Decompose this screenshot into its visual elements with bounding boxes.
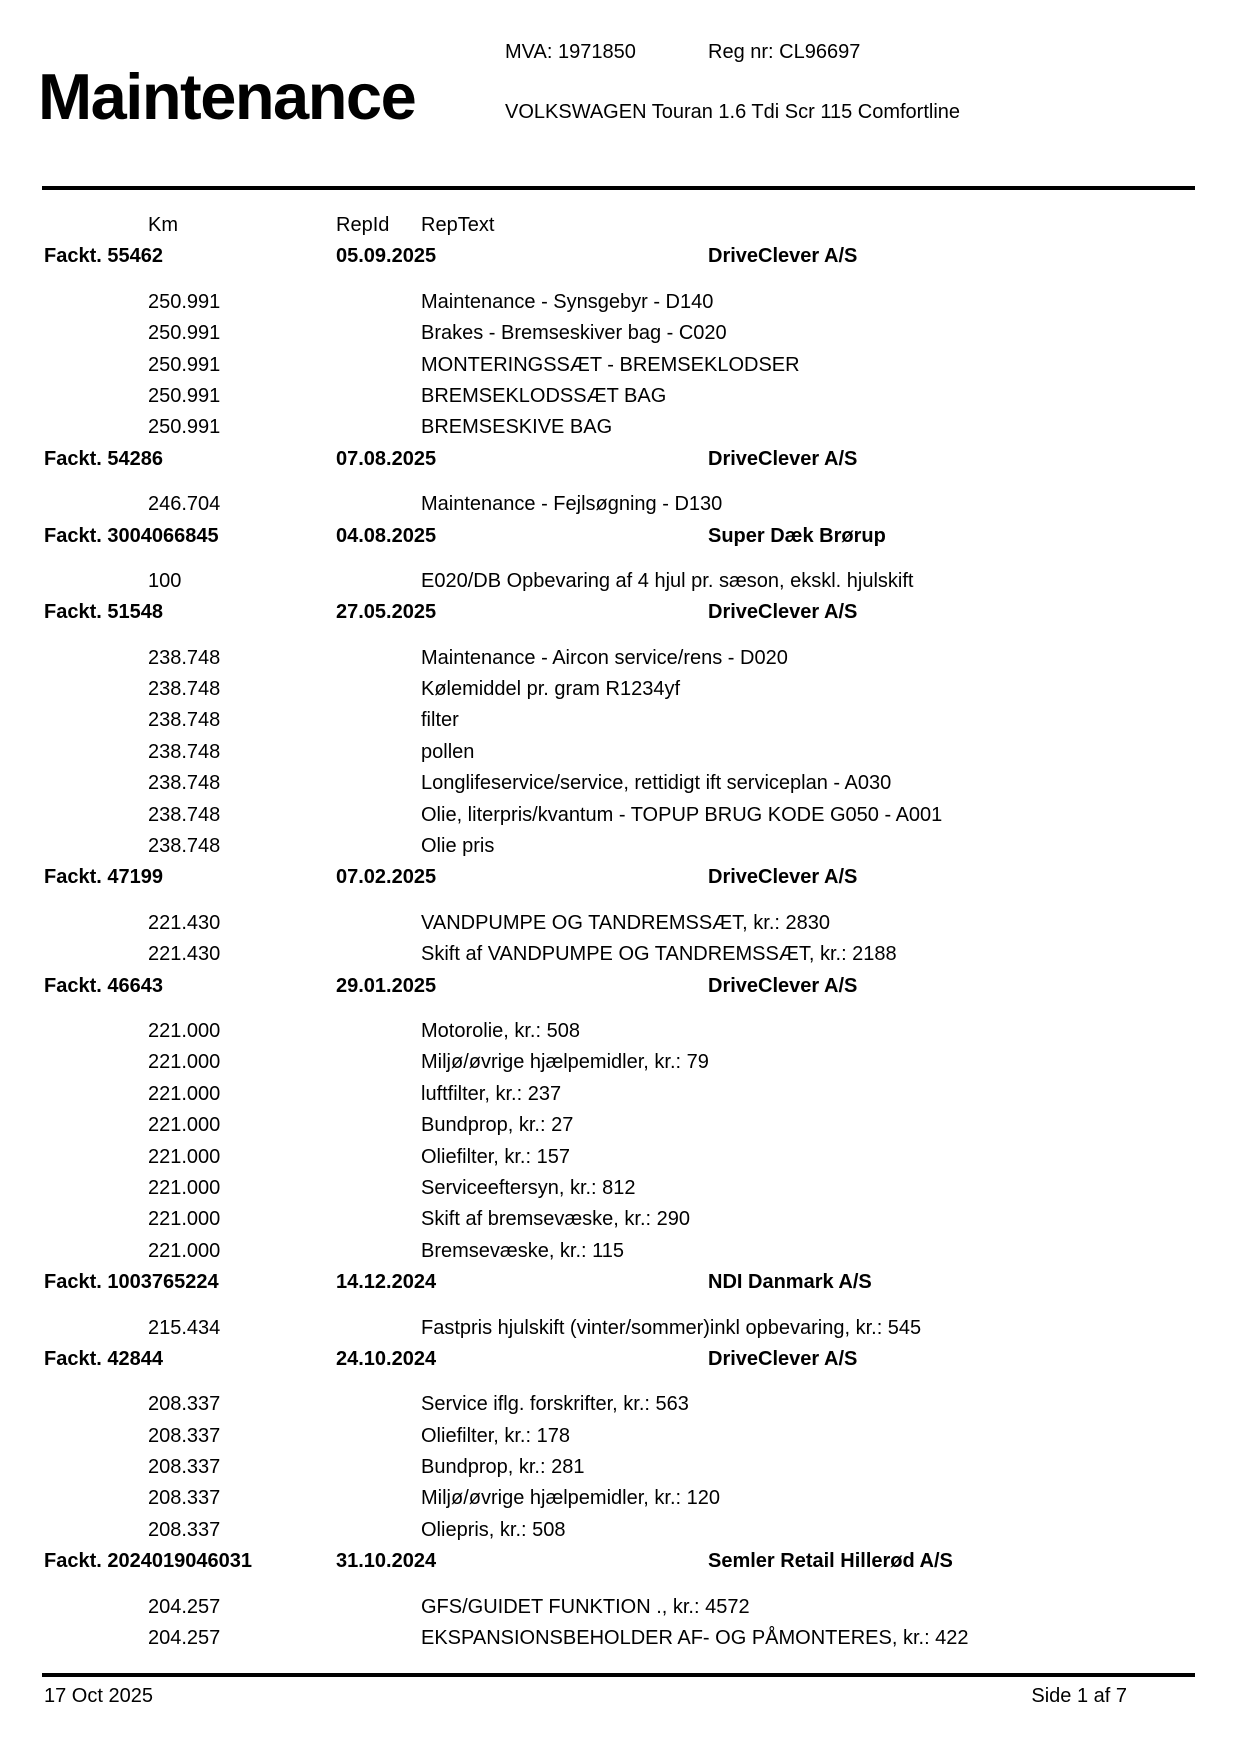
- invoice-date: 24.10.2024: [336, 1347, 437, 1370]
- invoice-item-row: [0, 566, 1240, 597]
- invoice-number: Fackt. 2024019046031: [44, 1550, 252, 1573]
- item-km-reading: 221.000: [148, 1208, 221, 1231]
- item-reptext: GFS/GUIDET FUNKTION ., kr.: 4572: [421, 1595, 750, 1618]
- invoice-item-row: [0, 1016, 1240, 1047]
- invoice-vendor: DriveClever A/S: [708, 974, 858, 997]
- invoice-item-row: [0, 674, 1240, 705]
- invoice-item-row: [0, 1623, 1240, 1654]
- invoice-vendor: Semler Retail Hillerød A/S: [708, 1550, 953, 1573]
- item-km-reading: 221.000: [148, 1019, 221, 1042]
- item-reptext: Miljø/øvrige hjælpemidler, kr.: 120: [421, 1487, 720, 1510]
- item-reptext: Bundprop, kr.: 281: [421, 1456, 585, 1479]
- item-km-reading: 208.337: [148, 1487, 221, 1510]
- item-reptext: Oliefilter, kr.: 157: [421, 1145, 570, 1168]
- invoice-header-row: [0, 862, 1240, 893]
- invoice-table: [0, 210, 1240, 1654]
- invoice-item-row: [0, 705, 1240, 736]
- item-km-reading: 208.337: [148, 1518, 221, 1541]
- column-header-reptext: RepText: [421, 214, 495, 236]
- invoice-date: 31.10.2024: [336, 1550, 437, 1573]
- column-header-km: Km: [148, 214, 178, 236]
- invoice-item-row: [0, 768, 1240, 799]
- invoice-item-row: [0, 1236, 1240, 1267]
- invoice-item-row: [0, 1483, 1240, 1514]
- item-km-reading: 208.337: [148, 1456, 221, 1479]
- item-reptext: Serviceeftersyn, kr.: 812: [421, 1176, 636, 1199]
- invoice-date: 05.09.2025: [336, 245, 437, 268]
- invoice-header-row: [0, 971, 1240, 1002]
- invoice-vendor: DriveClever A/S: [708, 447, 858, 470]
- page-title: Maintenance: [38, 60, 416, 133]
- item-reptext: Motorolie, kr.: 508: [421, 1019, 580, 1042]
- item-reptext: Olie pris: [421, 835, 495, 858]
- footer-page-number: Side 1 af 7: [1031, 1685, 1127, 1707]
- invoice-item-row: [0, 1173, 1240, 1204]
- item-reptext: Fastpris hjulskift (vinter/sommer)inkl opbevaring, kr.: 545: [421, 1316, 922, 1339]
- invoice-item-row: [0, 412, 1240, 443]
- item-reptext: Longlifeservice/service, rettidigt ift serviceplan - A030: [421, 772, 892, 795]
- item-reptext: VANDPUMPE OG TANDREMSSÆT, kr.: 2830: [421, 911, 830, 934]
- item-km-reading: 238.748: [148, 709, 221, 732]
- invoice-header-row: [0, 597, 1240, 628]
- footer-divider: [42, 1673, 1195, 1677]
- invoice-item-row: [0, 1421, 1240, 1452]
- item-km-reading: 238.748: [148, 646, 221, 669]
- item-km-reading: 100: [148, 569, 182, 592]
- item-reptext: Bundprop, kr.: 27: [421, 1114, 574, 1137]
- registration-number: Reg nr: CL96697: [708, 41, 861, 63]
- item-km-reading: 221.430: [148, 943, 221, 966]
- invoice-number: Fackt. 55462: [44, 245, 163, 268]
- table-header-row: [0, 210, 1240, 241]
- invoice-number: Fackt. 47199: [44, 866, 163, 889]
- invoice-number: Fackt. 3004066845: [44, 524, 219, 547]
- invoice-item-row: [0, 350, 1240, 381]
- invoice-item-row: [0, 1515, 1240, 1546]
- invoice-item-row: [0, 381, 1240, 412]
- item-reptext: EKSPANSIONSBEHOLDER AF- OG PÅMONTERES, kr.: 422: [421, 1627, 969, 1650]
- invoice-item-row: [0, 1313, 1240, 1344]
- invoice-header-row: [0, 1267, 1240, 1298]
- item-reptext: Maintenance - Aircon service/rens - D020: [421, 646, 788, 669]
- item-km-reading: 221.000: [148, 1051, 221, 1074]
- invoice-vendor: DriveClever A/S: [708, 866, 858, 889]
- item-reptext: filter: [421, 709, 459, 732]
- invoice-date: 04.08.2025: [336, 524, 437, 547]
- item-reptext: BREMSEKLODSSÆT BAG: [421, 384, 667, 407]
- invoice-item-row: [0, 908, 1240, 939]
- item-reptext: Maintenance - Synsgebyr - D140: [421, 290, 714, 313]
- item-km-reading: 221.000: [148, 1082, 221, 1105]
- vehicle-description: VOLKSWAGEN Touran 1.6 Tdi Scr 115 Comfortline: [505, 101, 961, 123]
- invoice-vendor: DriveClever A/S: [708, 601, 858, 624]
- invoice-date: 29.01.2025: [336, 974, 437, 997]
- invoice-item-row: [0, 1110, 1240, 1141]
- header-divider: [42, 186, 1195, 190]
- invoice-number: Fackt. 42844: [44, 1347, 163, 1370]
- item-km-reading: 238.748: [148, 740, 221, 763]
- item-reptext: E020/DB Opbevaring af 4 hjul pr. sæson, ekskl. hjulskift: [421, 569, 914, 592]
- invoice-item-row: [0, 1047, 1240, 1078]
- item-reptext: BREMSESKIVE BAG: [421, 416, 613, 439]
- item-reptext: Maintenance - Fejlsøgning - D130: [421, 493, 723, 516]
- item-km-reading: 221.000: [148, 1114, 221, 1137]
- invoice-header-row: [0, 241, 1240, 272]
- invoice-number: Fackt. 51548: [44, 601, 163, 624]
- invoice-number: Fackt. 1003765224: [44, 1271, 219, 1294]
- item-reptext: Miljø/øvrige hjælpemidler, kr.: 79: [421, 1051, 709, 1074]
- item-reptext: Bremsevæske, kr.: 115: [421, 1239, 625, 1262]
- invoice-header-row: [0, 1344, 1240, 1375]
- item-km-reading: 238.748: [148, 678, 221, 701]
- item-reptext: luftfilter, kr.: 237: [421, 1082, 562, 1105]
- invoice-item-row: [0, 1204, 1240, 1235]
- invoice-number: Fackt. 46643: [44, 974, 163, 997]
- invoice-item-row: [0, 318, 1240, 349]
- invoice-item-row: [0, 831, 1240, 862]
- item-km-reading: 250.991: [148, 353, 221, 376]
- column-header-repid: RepId: [336, 214, 390, 236]
- item-km-reading: 238.748: [148, 772, 221, 795]
- item-km-reading: 246.704: [148, 493, 221, 516]
- invoice-item-row: [0, 939, 1240, 970]
- invoice-item-row: [0, 1452, 1240, 1483]
- invoice-date: 14.12.2024: [336, 1271, 437, 1294]
- invoice-item-row: [0, 1079, 1240, 1110]
- item-reptext: Skift af bremsevæske, kr.: 290: [421, 1208, 690, 1231]
- item-km-reading: 221.000: [148, 1239, 221, 1262]
- item-km-reading: 221.000: [148, 1176, 221, 1199]
- invoice-date: 07.08.2025: [336, 447, 437, 470]
- invoice-header-row: [0, 521, 1240, 552]
- item-km-reading: 250.991: [148, 290, 221, 313]
- item-km-reading: 250.991: [148, 322, 221, 345]
- footer-date: 17 Oct 2025: [44, 1685, 153, 1707]
- item-reptext: Oliepris, kr.: 508: [421, 1518, 566, 1541]
- invoice-item-row: [0, 737, 1240, 768]
- item-km-reading: 204.257: [148, 1627, 221, 1650]
- invoice-item-row: [0, 643, 1240, 674]
- item-km-reading: 238.748: [148, 835, 221, 858]
- item-reptext: Kølemiddel pr. gram R1234yf: [421, 678, 681, 701]
- invoice-item-row: [0, 800, 1240, 831]
- item-km-reading: 221.430: [148, 911, 221, 934]
- invoice-date: 07.02.2025: [336, 866, 437, 889]
- item-km-reading: 204.257: [148, 1595, 221, 1618]
- invoice-item-row: [0, 1142, 1240, 1173]
- invoice-vendor: Super Dæk Brørup: [708, 524, 886, 547]
- item-reptext: MONTERINGSSÆT - BREMSEKLODSER: [421, 353, 800, 376]
- item-km-reading: 250.991: [148, 384, 221, 407]
- invoice-vendor: DriveClever A/S: [708, 245, 858, 268]
- invoice-number: Fackt. 54286: [44, 447, 163, 470]
- item-km-reading: 208.337: [148, 1393, 221, 1416]
- item-km-reading: 221.000: [148, 1145, 221, 1168]
- invoice-vendor: DriveClever A/S: [708, 1347, 858, 1370]
- invoice-item-row: [0, 1389, 1240, 1420]
- item-reptext: Brakes - Bremseskiver bag - C020: [421, 322, 727, 345]
- item-reptext: Oliefilter, kr.: 178: [421, 1424, 570, 1447]
- invoice-item-row: [0, 287, 1240, 318]
- item-reptext: Skift af VANDPUMPE OG TANDREMSSÆT, kr.: 2188: [421, 943, 897, 966]
- item-reptext: Olie, literpris/kvantum - TOPUP BRUG KODE G050 - A001: [421, 803, 943, 826]
- invoice-item-row: [0, 1592, 1240, 1623]
- invoice-header-row: [0, 444, 1240, 475]
- mva-number: MVA: 1971850: [505, 41, 636, 63]
- invoice-header-row: [0, 1546, 1240, 1577]
- item-km-reading: 208.337: [148, 1424, 221, 1447]
- item-reptext: pollen: [421, 740, 475, 763]
- item-km-reading: 238.748: [148, 803, 221, 826]
- item-km-reading: 250.991: [148, 416, 221, 439]
- invoice-item-row: [0, 489, 1240, 520]
- invoice-vendor: NDI Danmark A/S: [708, 1271, 872, 1294]
- invoice-date: 27.05.2025: [336, 601, 437, 624]
- item-km-reading: 215.434: [148, 1316, 221, 1339]
- item-reptext: Service iflg. forskrifter, kr.: 563: [421, 1393, 689, 1416]
